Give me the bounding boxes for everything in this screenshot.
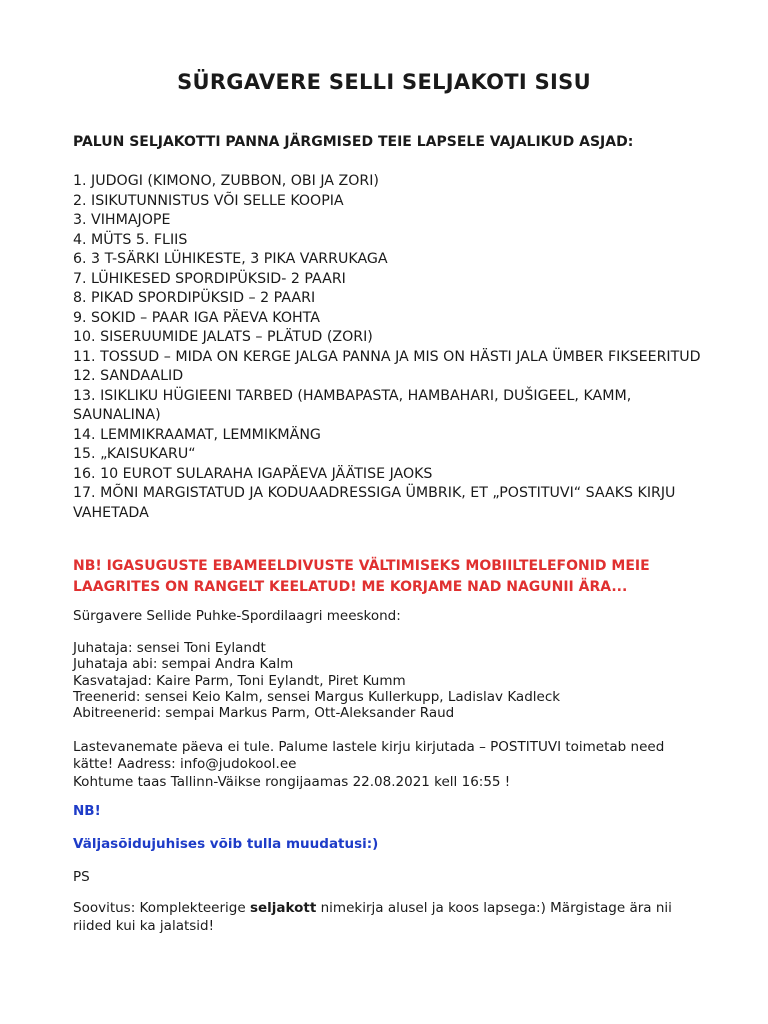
list-item: 1. JUDOGI (KIMONO, ZUBBON, OBI JA ZORI) (73, 173, 379, 189)
list-item: 14. LEMMIKRAAMAT, LEMMIKMÄNG (73, 426, 321, 443)
list-item: 15. „KAISUKARU“ (73, 446, 196, 462)
phone-warning: NB! IGASUGUSTE EBAMEELDIVUSTE VÄLTIMISEKS MOBIILTELEFONID MEIE LAAGRITES ON RANGELT KEELATUD! ME KORJAME NAD NAGUNII ÄRA... (73, 558, 650, 595)
change-note: Väljasõidujuhises võib tulla muudatusi:) (73, 836, 379, 852)
list-item: 7. LÜHIKESED SPORDIPÜKSID- 2 PAARI (73, 270, 346, 287)
recommendation-text: nimekirja alusel ja koos lapsega:) Märgistage ära nii riided kui ka jalatsid! (73, 900, 672, 934)
recommendation-text: Soovitus: Komplekteerige (73, 900, 250, 916)
team-member: Kasvatajad: Kaire Parm, Toni Eylandt, Piret Kumm (73, 672, 406, 689)
list-item: 11. TOSSUD – MIDA ON KERGE JALGA PANNA JA MIS ON HÄSTI JALA ÜMBER FIKSEERITUD (73, 348, 701, 365)
info-paragraph (73, 739, 693, 791)
list-item: 9. SOKID – PAAR IGA PÄEVA KOHTA (73, 309, 320, 326)
team-member: Abitreenerid: sempai Markus Parm, Ott-Aleksander Raud (73, 705, 455, 722)
list-item: 3. VIHMAJOPE (73, 212, 171, 228)
list-item: 10. SISERUUMIDE JALATS – PLÄTUD (ZORI) (73, 329, 373, 345)
page-title: SÜRGAVERE SELLI SELJAKOTI SISU (177, 70, 591, 94)
team-title: Sürgavere Sellide Puhke-Spordilaagri meeskond: (73, 608, 401, 624)
info-line: Kohtume taas Tallinn-Väikse rongijaamas 22.08.2021 kell 16:55 ! (73, 773, 511, 790)
list-item: 8. PIKAD SPORDIPÜKSID – 2 PAARI (73, 290, 316, 306)
list-item: 6. 3 T-SÄRKI LÜHIKESTE, 3 PIKA VARRUKAGA (73, 251, 388, 267)
list-item: 16. 10 EUROT SULARAHA IGAPÄEVA JÄÄTISE JAOKS (73, 465, 433, 482)
recommendation-bold: seljakott (249, 900, 317, 916)
info-line: Lastevanemate päeva ei tule. Palume lastele kirju kirjutada – POSTITUVI toimetab need kätte! Aadress: info@judokool.ee (73, 739, 665, 773)
nb-label: NB! (73, 803, 101, 819)
list-item: 4. MÜTS 5. FLIIS (73, 231, 188, 248)
team-list (73, 640, 713, 721)
ps-label: PS (73, 869, 90, 885)
team-member: Juhataja abi: sempai Andra Kalm (73, 656, 294, 673)
team-member: Treenerid: sensei Keio Kalm, sensei Margus Kullerkupp, Ladislav Kadleck (73, 688, 561, 705)
recommendation (73, 900, 683, 935)
list-item: 12. SANDAALID (73, 368, 184, 384)
list-item: 17. MÕNI MARGISTATUD JA KODUAADRESSIGA ÜMBRIK, ET „POSTITUVI“ SAAKS KIRJU VAHETADA (73, 485, 676, 521)
list-item: 13. ISIKLIKU HÜGIEENI TARBED (HAMBAPASTA, HAMBAHARI, DUŠIGEEL, KAMM, SAUNALINA) (73, 387, 632, 423)
list-item: 2. ISIKUTUNNISTUS VÕI SELLE KOOPIA (73, 192, 344, 209)
team-member: Juhataja: sensei Toni Eylandt (73, 640, 266, 656)
items-list (73, 172, 703, 523)
subheading: PALUN SELJAKOTTI PANNA JÄRGMISED TEIE LAPSELE VAJALIKUD ASJAD: (73, 134, 634, 150)
